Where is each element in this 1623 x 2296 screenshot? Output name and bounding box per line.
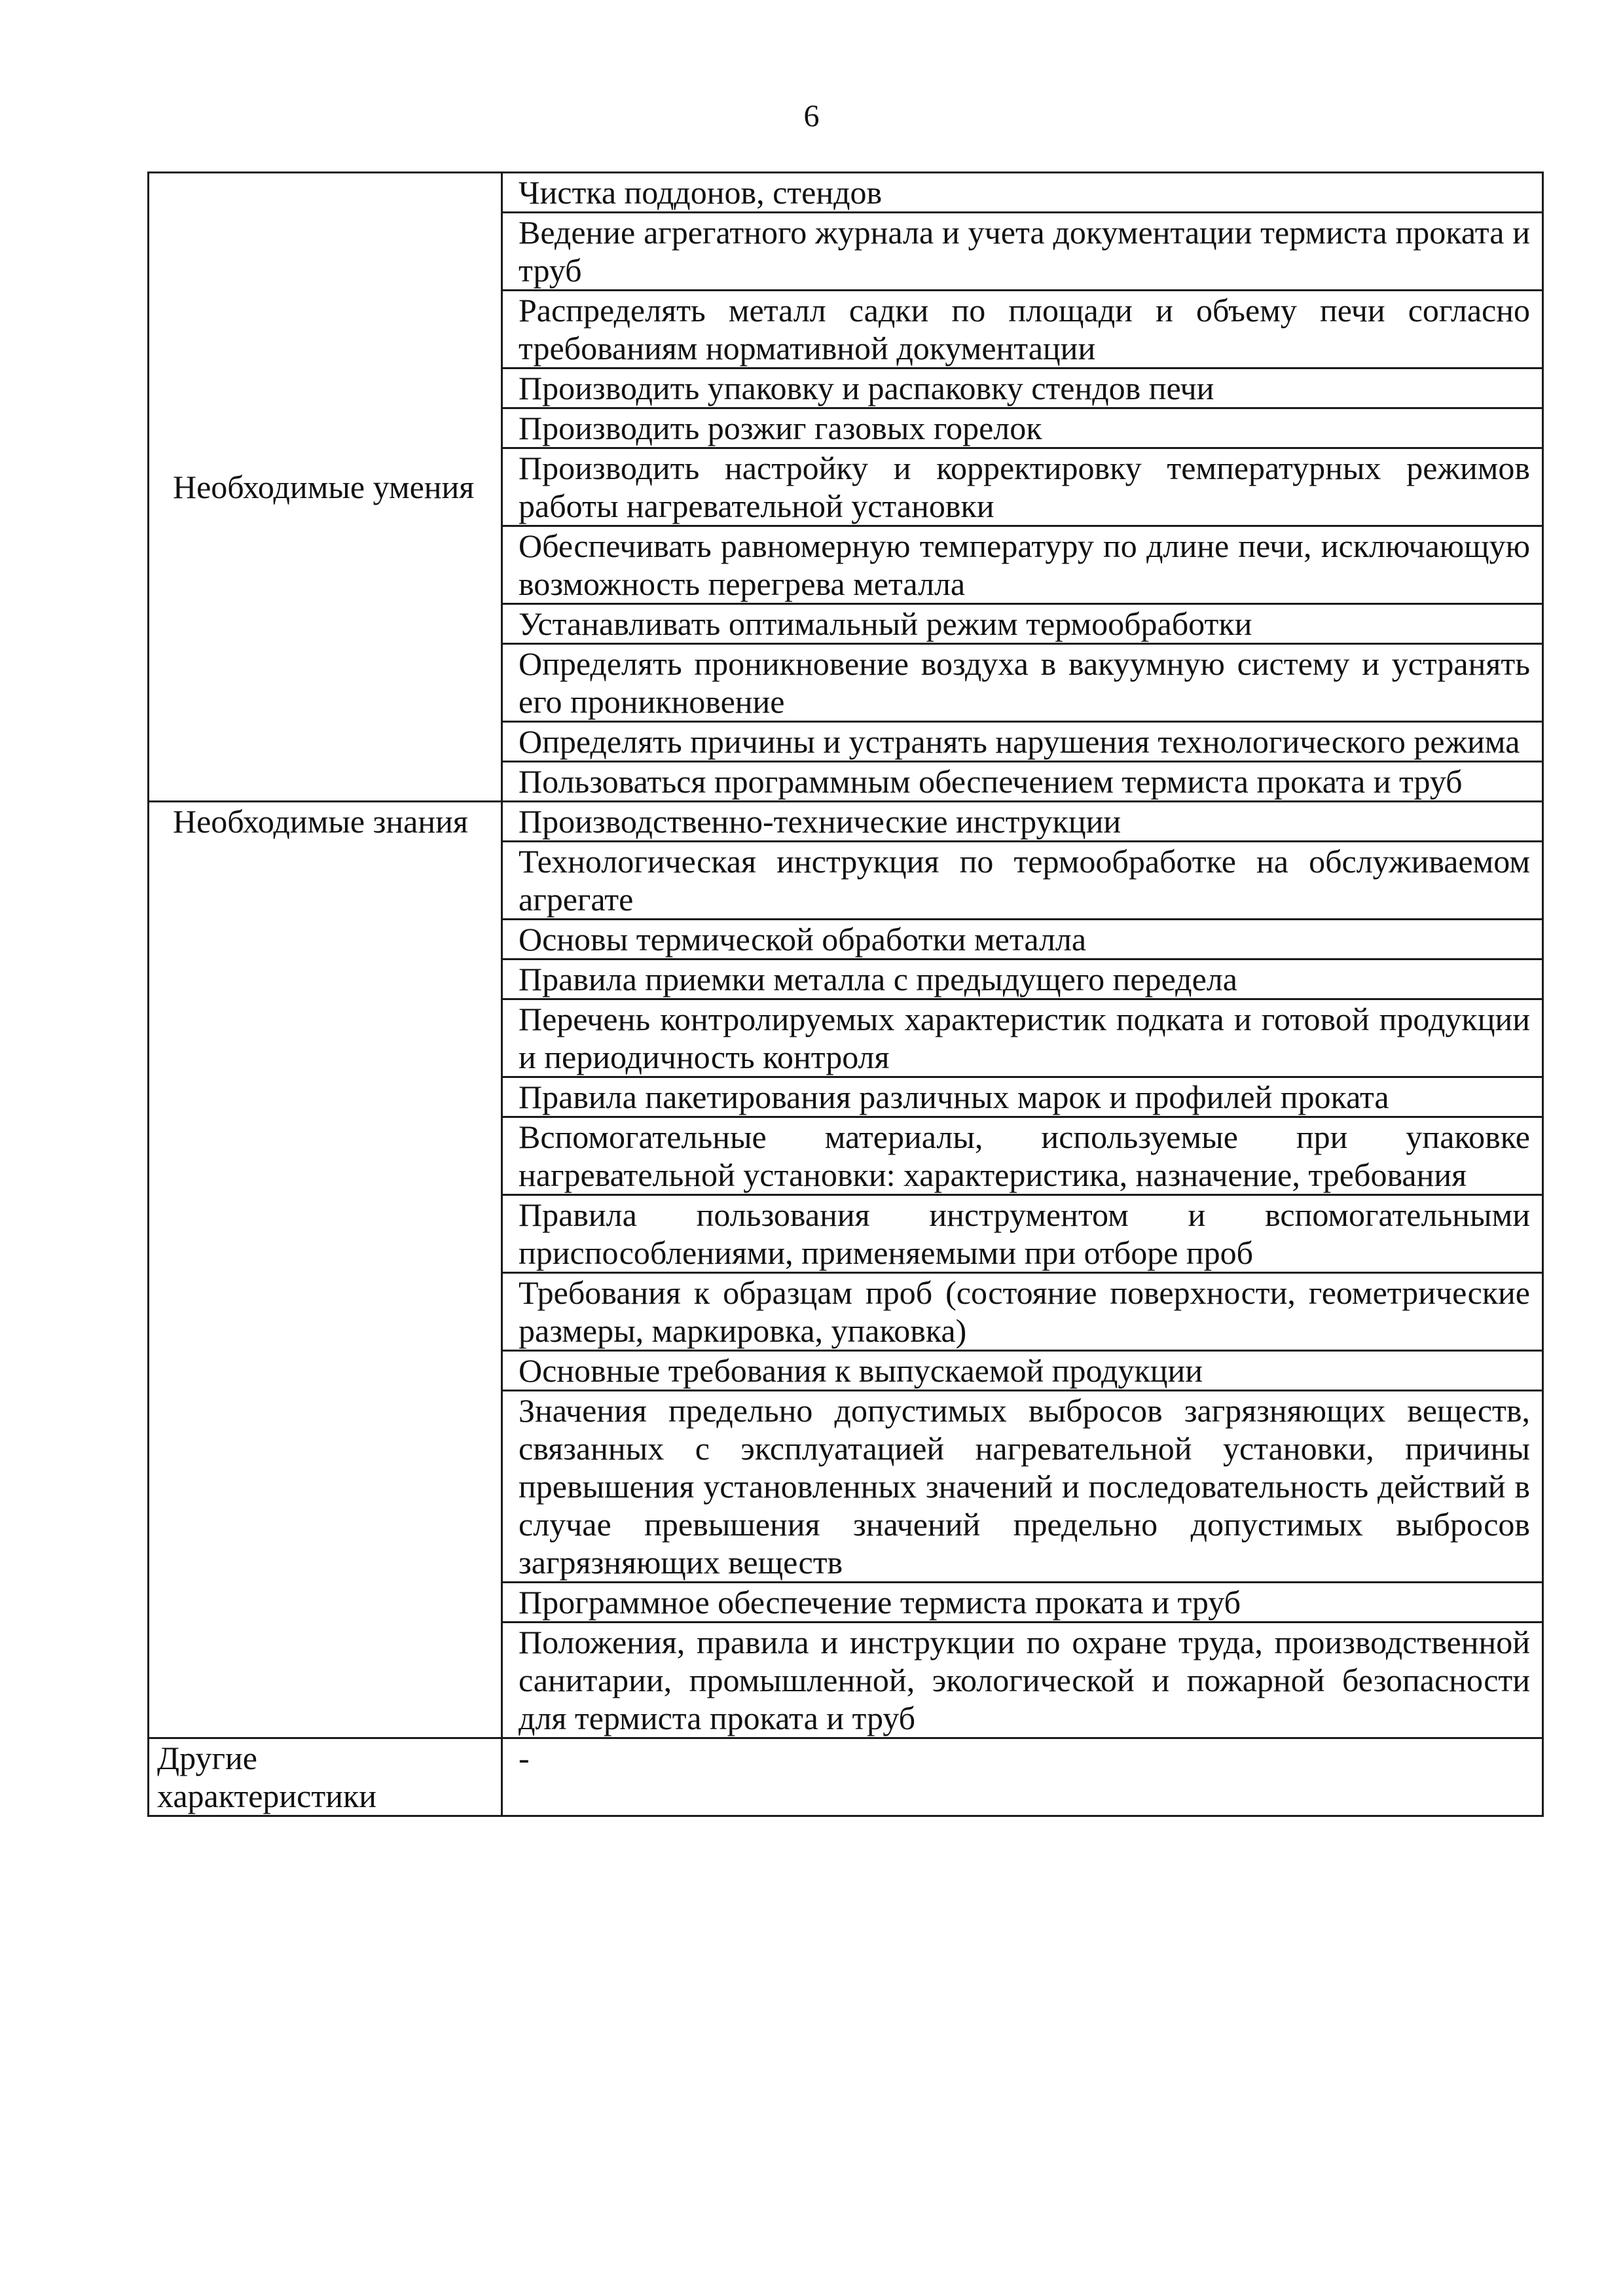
knowledge-item: Требования к образцам проб (состояние поверхности, геометрические размеры, маркировка, упаковка) — [502, 1273, 1543, 1351]
other-label-line1: Другие — [157, 1740, 257, 1776]
skill-item: Ведение агрегатного журнала и учета документации термиста проката и труб — [502, 213, 1543, 291]
skill-item: Производить розжиг газовых горелок — [502, 408, 1543, 448]
other-characteristics-value: - — [502, 1738, 1543, 1816]
characteristics-table — [147, 171, 1544, 1817]
skill-item: Обеспечивать равномерную температуру по длине печи, исключающую возможность перегрева металла — [502, 526, 1543, 604]
knowledge-label: Необходимые знания — [149, 802, 502, 1738]
knowledge-item: Правила пакетирования различных марок и профилей проката — [502, 1077, 1543, 1117]
knowledge-item: Программное обеспечение термиста проката и труб — [502, 1583, 1543, 1623]
knowledge-item: Основные требования к выпускаемой продукции — [502, 1351, 1543, 1391]
skill-item: Производить упаковку и распаковку стендов печи — [502, 368, 1543, 408]
table-row — [149, 802, 1543, 842]
skills-label: Необходимые умения — [149, 173, 502, 802]
knowledge-item: Значения предельно допустимых выбросов загрязняющих веществ, связанных с эксплуатацией нагревательной установки, причины превышения установленных значений и последовательность действий в случае превышения значений предельно допустимых выбросов загрязняющих веществ — [502, 1391, 1543, 1583]
knowledge-item: Вспомогательные материалы, используемые при упаковке нагревательной установки: характеристика, назначение, требования — [502, 1117, 1543, 1195]
skill-item: Определять причины и устранять нарушения технологического режима — [502, 722, 1543, 762]
skill-item: Чистка поддонов, стендов — [502, 173, 1543, 213]
skill-item: Распределять металл садки по площади и объему печи согласно требованиям нормативной документации — [502, 291, 1543, 368]
other-label-line2: характеристики — [157, 1778, 377, 1814]
knowledge-item: Основы термической обработки металла — [502, 920, 1543, 960]
skill-item: Производить настройку и корректировку температурных режимов работы нагревательной установки — [502, 448, 1543, 526]
page-number: 6 — [803, 99, 820, 134]
table-row — [149, 173, 1543, 213]
knowledge-item: Технологическая инструкция по термообработке на обслуживаемом агрегате — [502, 842, 1543, 920]
skill-item: Устанавливать оптимальный режим термообработки — [502, 604, 1543, 644]
knowledge-item: Перечень контролируемых характеристик подката и готовой продукции и периодичность контроля — [502, 999, 1543, 1077]
other-characteristics-label — [149, 1738, 502, 1816]
knowledge-item: Правила пользования инструментом и вспомогательными приспособлениями, применяемыми при отборе проб — [502, 1195, 1543, 1273]
skill-item: Определять проникновение воздуха в вакуумную систему и устранять его проникновение — [502, 644, 1543, 722]
skill-item: Пользоваться программным обеспечением термиста проката и труб — [502, 762, 1543, 802]
knowledge-item: Производственно-технические инструкции — [502, 802, 1543, 842]
knowledge-item: Положения, правила и инструкции по охране труда, производственной санитарии, промышленной, экологической и пожарной безопасности для термиста проката и труб — [502, 1623, 1543, 1738]
table-row — [149, 1738, 1543, 1816]
knowledge-item: Правила приемки металла с предыдущего передела — [502, 960, 1543, 999]
